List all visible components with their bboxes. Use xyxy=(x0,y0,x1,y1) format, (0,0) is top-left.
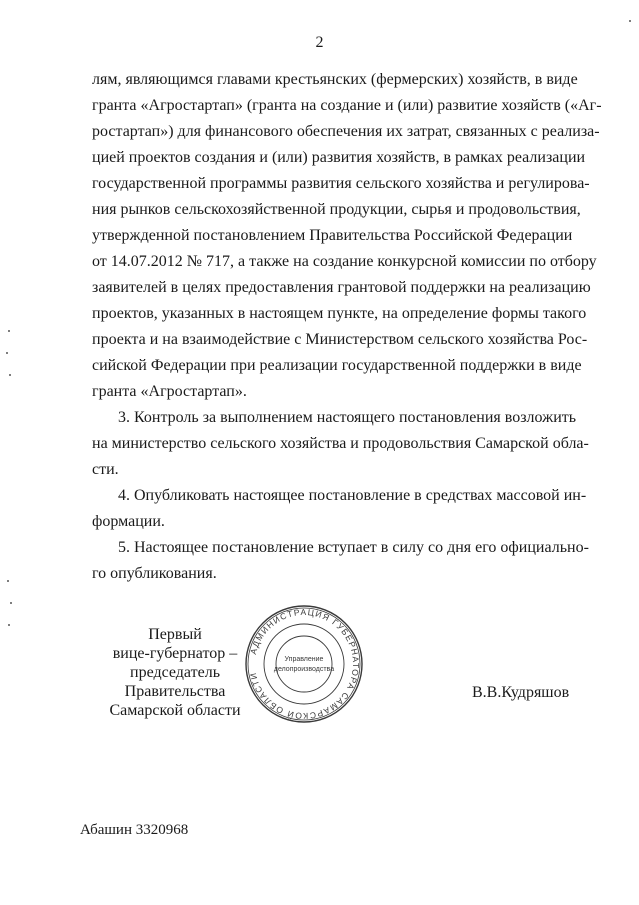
body-line: гранта «Агростартап». xyxy=(92,383,247,400)
signatory-title-line: Первый xyxy=(148,626,202,643)
scan-speck xyxy=(8,330,10,332)
signatory-title-line: председатель Правительства xyxy=(124,664,226,700)
signatory-name: В.В.Кудряшов xyxy=(472,684,570,701)
paragraph-3-line: 3. Контроль за выполнением настоящего постановления возложить xyxy=(118,409,577,426)
scan-speck xyxy=(629,20,631,22)
stamp-graphic xyxy=(243,603,365,725)
body-line: цией проектов создания и (или) развития хозяйств, в рамках реализации xyxy=(92,149,586,166)
body-line: заявителей в целях предоставления грантовой поддержки на реализацию xyxy=(92,279,591,296)
paragraph-5-line: 5. Настоящее постановление вступает в силу со дня его официально- xyxy=(118,539,589,556)
body-line: проектов, указанных в настоящем пункте, на определение формы такого xyxy=(92,305,587,322)
body-line: сийской Федерации при реализации государственной поддержки в виде xyxy=(92,357,582,374)
paragraph-4-line: 4. Опубликовать настоящее постановление в средствах массовой ин- xyxy=(118,487,587,504)
scan-speck xyxy=(9,374,11,376)
scan-speck xyxy=(6,352,8,354)
body-line: от 14.07.2012 № 717, а также на создание конкурсной комиссии по отбору xyxy=(92,253,597,270)
body-line: гранта «Агростартап» (гранта на создание и (или) развитие хозяйств («Аг- xyxy=(92,97,602,114)
executor-note: Абашин 3320968 xyxy=(80,822,189,838)
body-line: лям, являющимся главами крестьянских (фермерских) хозяйств, в виде xyxy=(92,71,578,88)
official-stamp xyxy=(243,603,365,725)
page-number: 2 xyxy=(315,34,324,51)
stamp-center-line: Управление xyxy=(284,656,324,663)
stamp-outer-text: АДМИНИСТРАЦИЯ ГУБЕРНАТОРА САМАРСКОЙ ОБЛАСТИ xyxy=(247,606,362,722)
signatory-title-line: Самарской области xyxy=(109,702,241,719)
body-line: ния рынков сельскохозяйственной продукции, сырья и продовольствия, xyxy=(92,201,581,218)
signatory-title-line: вице-губернатор – xyxy=(112,645,238,662)
body-line: государственной программы развития сельского хозяйства и регулирова- xyxy=(92,175,590,192)
scan-speck xyxy=(10,602,12,604)
stamp-center-line: делопроизводства xyxy=(273,666,335,673)
scan-speck xyxy=(8,624,10,626)
scan-speck xyxy=(7,580,9,582)
paragraph-3-line: на министерство сельского хозяйства и продовольствия Самарской обла- xyxy=(92,435,589,452)
signatory-title xyxy=(80,625,270,720)
body-line: проекта и на взаимодействие с Министерством сельского хозяйства Рос- xyxy=(92,331,588,348)
paragraph-3-line: сти. xyxy=(92,461,119,478)
body-line: утвержденной постановлением Правительства Российской Федерации xyxy=(92,227,573,244)
paragraph-4-line: формации. xyxy=(92,513,165,530)
paragraph-5-line: го опубликования. xyxy=(92,565,217,582)
body-line: ростартап») для финансового обеспечения их затрат, связанных с реализа- xyxy=(92,123,600,140)
document-body xyxy=(92,67,602,587)
